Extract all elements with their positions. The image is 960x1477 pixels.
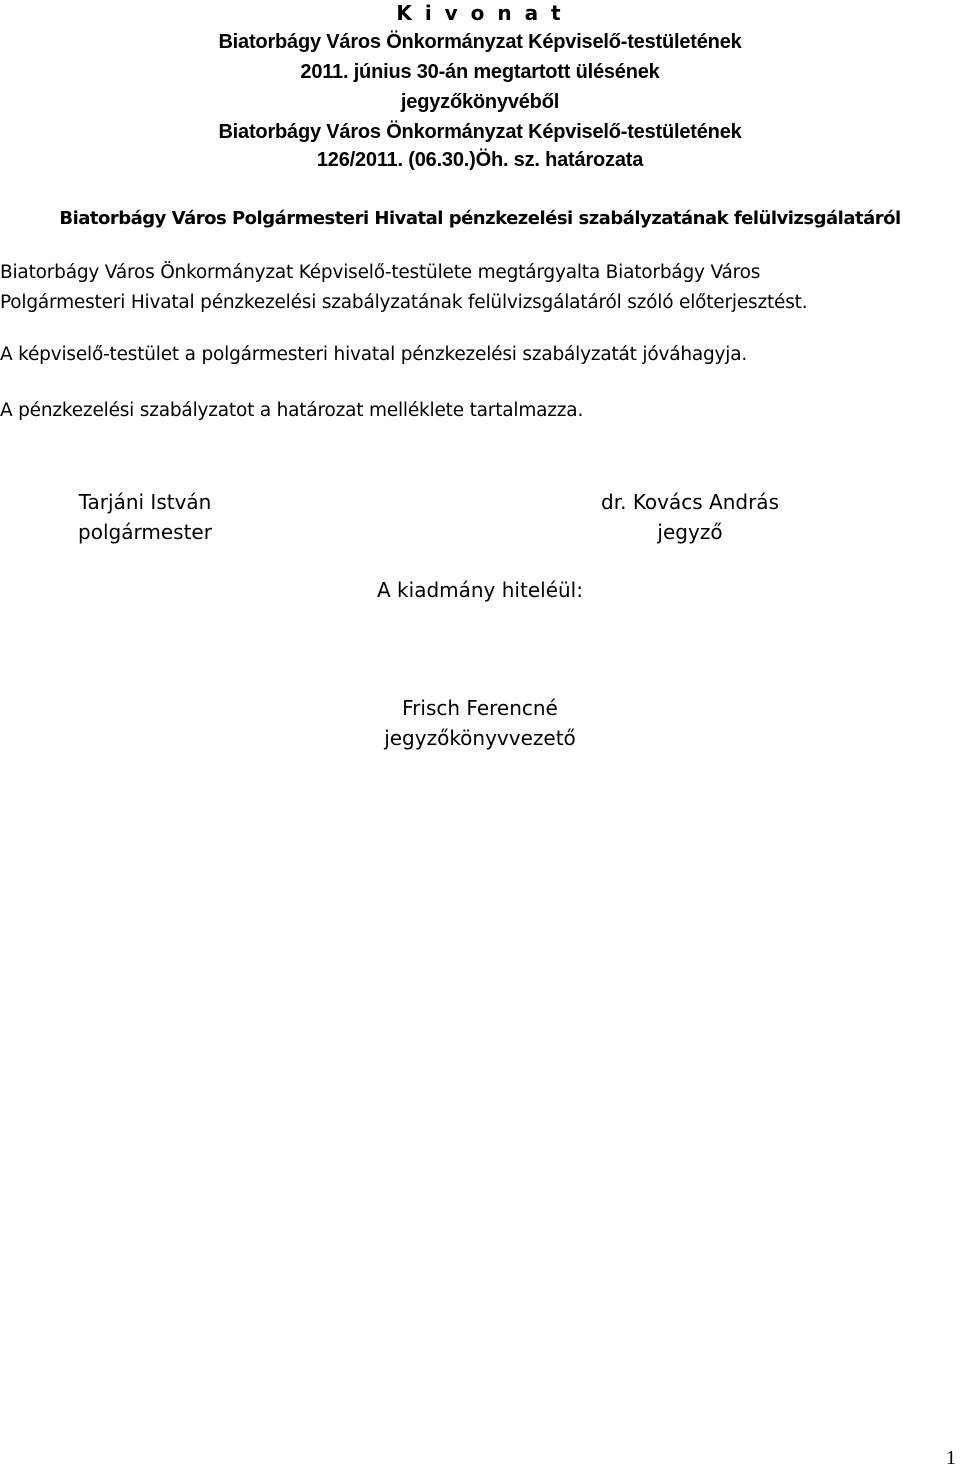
recorder-name: Frisch Ferencné	[402, 696, 558, 720]
body-paragraph-1-line-1: Biatorbágy Város Önkormányzat Képviselő-testülete megtárgyalta Biatorbágy Város	[0, 262, 761, 283]
body-paragraph-2: A képviselő-testület a polgármesteri hivatal pénzkezelési szabályzatát jóváhagyja.	[0, 344, 748, 365]
header-line-body-name: Biatorbágy Város Önkormányzat Képviselő-testületének	[218, 31, 742, 53]
body-paragraph-3: A pénzkezelési szabályzatot a határozat melléklete tartalmazza.	[0, 400, 584, 421]
mayor-name: Tarjáni István	[78, 490, 212, 514]
page-number: 1	[946, 1447, 956, 1469]
header-line-body-name-2: Biatorbágy Város Önkormányzat Képviselő-testületének	[218, 121, 742, 143]
header-line-resolution-number: 126/2011. (06.30.)Öh. sz. határozata	[316, 149, 644, 171]
recorder-title: jegyzőkönyvvezető	[384, 726, 576, 750]
notary-name: dr. Kovács András	[601, 490, 779, 514]
notary-title: jegyző	[657, 520, 723, 544]
body-paragraph-1-line-2: Polgármesteri Hivatal pénzkezelési szabályzatának felülvizsgálatáról szóló előterjesztést.	[0, 292, 808, 313]
certification-label: A kiadmány hiteléül:	[377, 578, 583, 602]
mayor-title: polgármester	[78, 520, 212, 544]
document-heading-kivonat: K i v o n a t	[396, 1, 564, 25]
resolution-subject: Biatorbágy Város Polgármesteri Hivatal pénzkezelési szabályzatának felülvizsgálatáról	[59, 208, 901, 229]
header-line-minutes: jegyzőkönyvéből	[400, 91, 560, 113]
header-line-meeting-date: 2011. június 30-án megtartott ülésének	[300, 61, 660, 83]
